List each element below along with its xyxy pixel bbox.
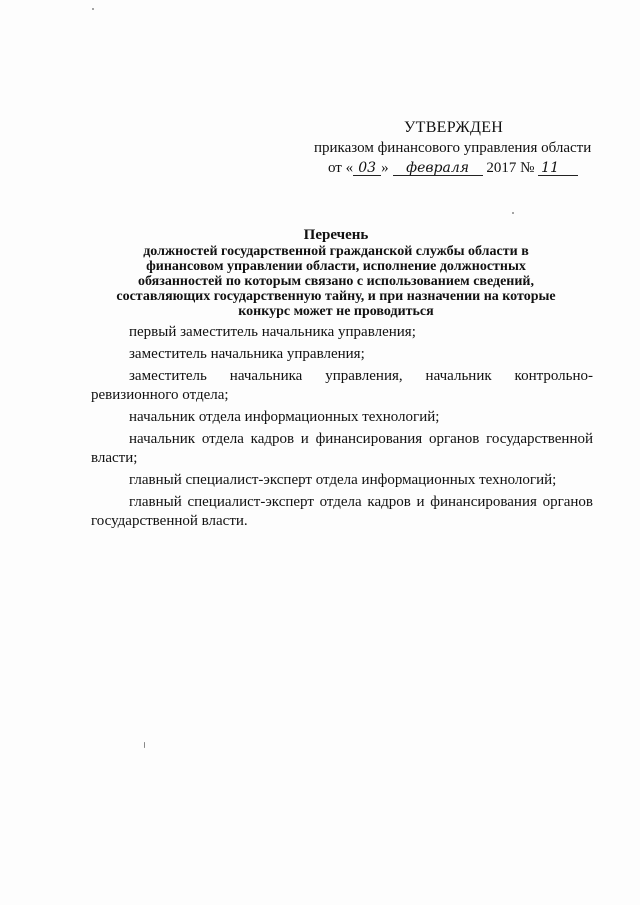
order-number-handwritten: 11	[538, 161, 578, 176]
position-item: начальник отдела кадров и финансирования органов государственной власти;	[91, 431, 593, 466]
heading-line: финансовом управлении области, исполнение должностных	[146, 259, 526, 274]
date-year-number: 2017 №	[486, 160, 535, 176]
position-item: начальник отдела информационных технологий;	[129, 409, 440, 425]
position-item: первый заместитель начальника управления;	[129, 324, 416, 340]
approval-date-line	[328, 158, 600, 178]
date-mid: »	[381, 160, 389, 176]
position-item: заместитель начальника управления, начальник контрольно-ревизионного отдела;	[91, 368, 593, 403]
heading-line: обязанностей по которым связано с использованием сведений,	[138, 274, 534, 289]
heading-line: конкурс может не проводиться	[238, 304, 434, 319]
heading-line: должностей государственной гражданской службы области в	[143, 244, 529, 259]
date-prefix: от «	[328, 160, 354, 176]
date-day-handwritten: 03	[353, 161, 381, 176]
heading-line: составляющих государственную тайну, и при назначении на которые	[116, 289, 556, 304]
position-item: заместитель начальника управления;	[129, 346, 365, 362]
scan-speck	[512, 212, 514, 214]
position-item: главный специалист-эксперт отдела информационных технологий;	[129, 472, 557, 488]
positions-list	[91, 323, 593, 534]
scan-speck	[144, 742, 145, 748]
document-heading	[96, 228, 576, 319]
date-month-handwritten: февраля	[393, 161, 483, 176]
heading-title: Перечень	[303, 227, 369, 243]
approval-block	[300, 118, 600, 178]
position-item: главный специалист-эксперт отдела кадров и финансирования органов государственной власти.	[91, 494, 593, 529]
approval-title: УТВЕРЖДЕН	[404, 119, 504, 136]
scan-speck	[92, 8, 94, 10]
approval-order-text: приказом финансового управления области	[314, 140, 592, 156]
